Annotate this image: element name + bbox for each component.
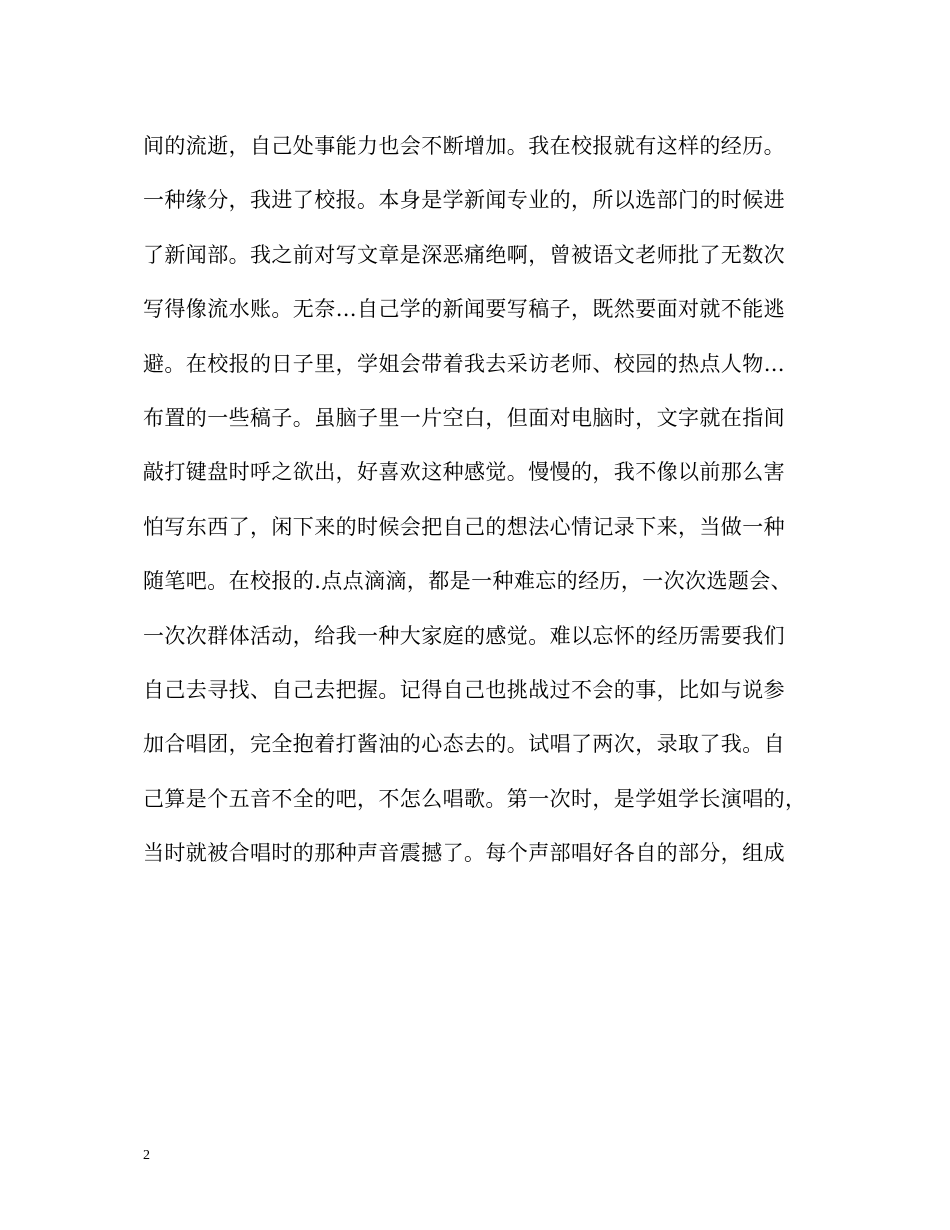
text-line-7: 敲打键盘时呼之欲出，好喜欢这种感觉。慢慢的，我不像以前那么害 [143, 460, 785, 485]
body-text [143, 126, 813, 887]
text-line-13: 己算是个五音不全的吧，不怎么唱歌。第一次时，是学姐学长演唱的， [143, 786, 807, 811]
text-line-9: 随笔吧。在校报的.点点滴滴，都是一种难忘的经历，一次次选题会、 [143, 569, 793, 594]
text-line-3: 了新闻部。我之前对写文章是深恶痛绝啊，曾被语文老师批了无数次 [143, 242, 785, 267]
text-line-10: 一次次群体活动，给我一种大家庭的感觉。难以忘怀的经历需要我们 [143, 623, 785, 648]
text-line-6: 布置的一些稿子。虽脑子里一片空白，但面对电脑时，文字就在指间 [143, 405, 785, 430]
text-line-11: 自己去寻找、自己去把握。记得自己也挑战过不会的事，比如与说参 [143, 677, 785, 702]
text-line-14: 当时就被合唱时的那种声音震撼了。每个声部唱好各自的部分，组成 [143, 841, 785, 866]
text-line-4: 写得像流水账。无奈…自己学的新闻要写稿子，既然要面对就不能逃 [143, 297, 785, 322]
text-line-8: 怕写东西了，闲下来的时候会把自己的想法心情记录下来，当做一种 [143, 514, 785, 539]
text-line-5: 避。在校报的日子里，学姐会带着我去采访老师、校园的热点人物… [143, 351, 785, 376]
text-line-12: 加合唱团，完全抱着打酱油的心态去的。试唱了两次，录取了我。自 [143, 732, 785, 757]
page-number: 2 [143, 1148, 150, 1163]
text-line-1: 间的流逝，自己处事能力也会不断增加。我在校报就有这样的经历。 [143, 134, 785, 158]
text-line-2: 一种缘分，我进了校报。本身是学新闻专业的，所以选部门的时候进 [143, 188, 785, 213]
